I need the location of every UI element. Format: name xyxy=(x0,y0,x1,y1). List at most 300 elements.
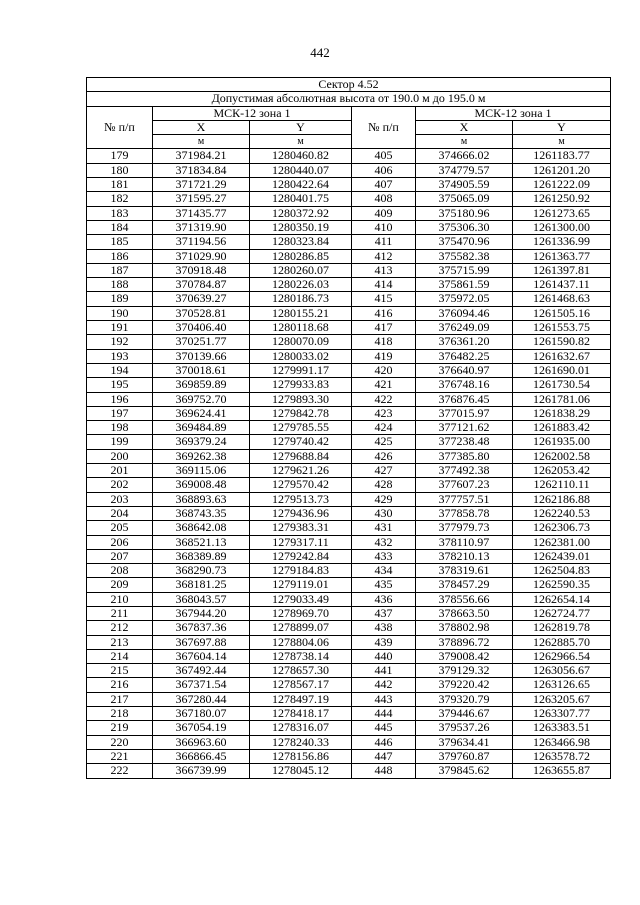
cell-y-left: 1280350.19 xyxy=(250,220,352,234)
cell-num-right: 438 xyxy=(352,621,416,635)
cell-num-right: 443 xyxy=(352,692,416,706)
cell-num-right: 425 xyxy=(352,435,416,449)
cell-x-right: 379446.67 xyxy=(416,707,513,721)
table-row xyxy=(87,578,611,592)
cell-num-left: 181 xyxy=(87,178,153,192)
unit-x-left: м xyxy=(153,135,250,149)
cell-y-left: 1279242.84 xyxy=(250,549,352,563)
table-body xyxy=(87,149,611,778)
cell-num-left: 220 xyxy=(87,735,153,749)
cell-y-left: 1278657.30 xyxy=(250,664,352,678)
cell-num-left: 180 xyxy=(87,163,153,177)
cell-y-right: 1263578.72 xyxy=(513,749,611,763)
cell-x-left: 369859.89 xyxy=(153,378,250,392)
cell-x-right: 376482.25 xyxy=(416,349,513,363)
cell-num-right: 428 xyxy=(352,478,416,492)
cell-x-left: 371984.21 xyxy=(153,149,250,163)
cell-y-right: 1261300.00 xyxy=(513,220,611,234)
cell-num-left: 185 xyxy=(87,235,153,249)
table-row xyxy=(87,306,611,320)
cell-y-right: 1261730.54 xyxy=(513,378,611,392)
cell-num-right: 423 xyxy=(352,406,416,420)
cell-num-right: 414 xyxy=(352,278,416,292)
cell-num-right: 424 xyxy=(352,421,416,435)
cell-y-left: 1278497.19 xyxy=(250,692,352,706)
cell-x-right: 377238.48 xyxy=(416,435,513,449)
cell-num-right: 441 xyxy=(352,664,416,678)
cell-y-left: 1280155.21 xyxy=(250,306,352,320)
cell-y-right: 1261505.16 xyxy=(513,306,611,320)
table-row xyxy=(87,492,611,506)
table-row xyxy=(87,592,611,606)
cell-num-right: 445 xyxy=(352,721,416,735)
cell-y-left: 1278156.86 xyxy=(250,749,352,763)
cell-num-left: 222 xyxy=(87,764,153,778)
table-row xyxy=(87,421,611,435)
cell-x-right: 376640.97 xyxy=(416,363,513,377)
cell-num-left: 186 xyxy=(87,249,153,263)
cell-x-right: 379220.42 xyxy=(416,678,513,692)
table-row xyxy=(87,449,611,463)
cell-x-left: 368893.63 xyxy=(153,492,250,506)
cell-y-left: 1279317.11 xyxy=(250,535,352,549)
cell-x-left: 367697.88 xyxy=(153,635,250,649)
cell-num-right: 406 xyxy=(352,163,416,177)
cell-x-left: 368043.57 xyxy=(153,592,250,606)
cell-num-left: 198 xyxy=(87,421,153,435)
table-row xyxy=(87,363,611,377)
table-row xyxy=(87,764,611,778)
cell-y-left: 1279933.83 xyxy=(250,378,352,392)
table-row xyxy=(87,678,611,692)
cell-num-left: 214 xyxy=(87,649,153,663)
cell-y-right: 1262002.58 xyxy=(513,449,611,463)
cell-y-left: 1278804.06 xyxy=(250,635,352,649)
table-row xyxy=(87,621,611,635)
cell-num-left: 190 xyxy=(87,306,153,320)
cell-y-right: 1263307.77 xyxy=(513,707,611,721)
cell-x-left: 368743.35 xyxy=(153,506,250,520)
cell-num-right: 426 xyxy=(352,449,416,463)
cell-x-right: 379634.41 xyxy=(416,735,513,749)
cell-num-right: 412 xyxy=(352,249,416,263)
x-header-right: X xyxy=(416,120,513,134)
cell-num-left: 197 xyxy=(87,406,153,420)
cell-num-left: 193 xyxy=(87,349,153,363)
cell-x-left: 366739.99 xyxy=(153,764,250,778)
cell-y-right: 1263126.65 xyxy=(513,678,611,692)
cell-x-right: 377607.23 xyxy=(416,478,513,492)
cell-y-right: 1263056.67 xyxy=(513,664,611,678)
cell-num-right: 413 xyxy=(352,263,416,277)
cell-x-left: 367837.36 xyxy=(153,621,250,635)
table-row xyxy=(87,292,611,306)
cell-y-left: 1280401.75 xyxy=(250,192,352,206)
table-row xyxy=(87,192,611,206)
cell-x-left: 369379.24 xyxy=(153,435,250,449)
cell-num-left: 215 xyxy=(87,664,153,678)
table-row xyxy=(87,749,611,763)
cell-y-right: 1261883.42 xyxy=(513,421,611,435)
cell-y-left: 1279893.30 xyxy=(250,392,352,406)
cell-x-left: 367604.14 xyxy=(153,649,250,663)
cell-num-left: 194 xyxy=(87,363,153,377)
cell-x-left: 370528.81 xyxy=(153,306,250,320)
cell-y-right: 1261468.63 xyxy=(513,292,611,306)
cell-num-right: 436 xyxy=(352,592,416,606)
cell-x-right: 377492.38 xyxy=(416,464,513,478)
cell-x-right: 379320.79 xyxy=(416,692,513,706)
table-row xyxy=(87,206,611,220)
table-row xyxy=(87,506,611,520)
cell-y-left: 1278418.17 xyxy=(250,707,352,721)
cell-x-right: 375065.09 xyxy=(416,192,513,206)
cell-num-right: 420 xyxy=(352,363,416,377)
cell-x-left: 367944.20 xyxy=(153,606,250,620)
cell-y-right: 1262381.00 xyxy=(513,535,611,549)
cell-y-right: 1261222.09 xyxy=(513,178,611,192)
cell-num-left: 200 xyxy=(87,449,153,463)
table-row xyxy=(87,478,611,492)
cell-y-right: 1262966.54 xyxy=(513,649,611,663)
page-number: 442 xyxy=(310,45,330,60)
cell-y-right: 1261553.75 xyxy=(513,321,611,335)
cell-num-left: 209 xyxy=(87,578,153,592)
cell-num-left: 189 xyxy=(87,292,153,306)
cell-y-right: 1261201.20 xyxy=(513,163,611,177)
cell-y-left: 1279184.83 xyxy=(250,564,352,578)
cell-num-left: 196 xyxy=(87,392,153,406)
cell-y-left: 1279119.01 xyxy=(250,578,352,592)
x-header-left: X xyxy=(153,120,250,134)
cell-num-left: 203 xyxy=(87,492,153,506)
cell-x-right: 375470.96 xyxy=(416,235,513,249)
cell-num-right: 411 xyxy=(352,235,416,249)
cell-num-right: 418 xyxy=(352,335,416,349)
cell-num-left: 183 xyxy=(87,206,153,220)
table-row xyxy=(87,220,611,234)
cell-num-right: 442 xyxy=(352,678,416,692)
cell-y-right: 1262504.83 xyxy=(513,564,611,578)
cell-y-left: 1280260.07 xyxy=(250,263,352,277)
cell-y-right: 1262240.53 xyxy=(513,506,611,520)
cell-num-right: 431 xyxy=(352,521,416,535)
cell-x-right: 374666.02 xyxy=(416,149,513,163)
cell-y-left: 1280440.07 xyxy=(250,163,352,177)
cell-y-right: 1262110.11 xyxy=(513,478,611,492)
cell-num-right: 435 xyxy=(352,578,416,592)
table-row xyxy=(87,349,611,363)
cell-y-left: 1280033.02 xyxy=(250,349,352,363)
cell-x-right: 375972.05 xyxy=(416,292,513,306)
cell-y-right: 1261363.77 xyxy=(513,249,611,263)
zone-header-left: МСК-12 зона 1 xyxy=(153,106,352,120)
cell-y-left: 1278969.70 xyxy=(250,606,352,620)
cell-x-right: 378210.13 xyxy=(416,549,513,563)
cell-y-left: 1279991.17 xyxy=(250,363,352,377)
cell-y-left: 1279842.78 xyxy=(250,406,352,420)
cell-x-right: 378110.97 xyxy=(416,535,513,549)
cell-num-right: 444 xyxy=(352,707,416,721)
cell-y-right: 1262819.78 xyxy=(513,621,611,635)
cell-y-right: 1261590.82 xyxy=(513,335,611,349)
cell-y-left: 1278316.07 xyxy=(250,721,352,735)
cell-num-right: 409 xyxy=(352,206,416,220)
cell-y-left: 1280286.85 xyxy=(250,249,352,263)
cell-x-right: 376876.45 xyxy=(416,392,513,406)
cell-y-right: 1261935.00 xyxy=(513,435,611,449)
cell-num-right: 407 xyxy=(352,178,416,192)
cell-num-left: 211 xyxy=(87,606,153,620)
table-row xyxy=(87,435,611,449)
cell-x-left: 371595.27 xyxy=(153,192,250,206)
cell-y-right: 1261397.81 xyxy=(513,263,611,277)
table-row xyxy=(87,163,611,177)
cell-x-right: 374779.57 xyxy=(416,163,513,177)
table-row xyxy=(87,649,611,663)
cell-num-right: 421 xyxy=(352,378,416,392)
cell-y-right: 1262439.01 xyxy=(513,549,611,563)
cell-x-left: 369752.70 xyxy=(153,392,250,406)
cell-y-right: 1263655.87 xyxy=(513,764,611,778)
table-row xyxy=(87,321,611,335)
cell-y-left: 1280372.92 xyxy=(250,206,352,220)
table-row xyxy=(87,549,611,563)
cell-x-left: 369262.38 xyxy=(153,449,250,463)
cell-x-right: 377757.51 xyxy=(416,492,513,506)
cell-x-left: 368181.25 xyxy=(153,578,250,592)
cell-x-left: 371029.90 xyxy=(153,249,250,263)
table-row xyxy=(87,335,611,349)
cell-x-left: 370639.27 xyxy=(153,292,250,306)
cell-num-right: 417 xyxy=(352,321,416,335)
cell-y-right: 1261781.06 xyxy=(513,392,611,406)
cell-y-right: 1261250.92 xyxy=(513,192,611,206)
cell-y-right: 1262053.42 xyxy=(513,464,611,478)
cell-y-right: 1262306.73 xyxy=(513,521,611,535)
cell-x-right: 375306.30 xyxy=(416,220,513,234)
cell-x-right: 376249.09 xyxy=(416,321,513,335)
cell-num-right: 415 xyxy=(352,292,416,306)
cell-num-right: 408 xyxy=(352,192,416,206)
table-row xyxy=(87,721,611,735)
cell-y-left: 1280118.68 xyxy=(250,321,352,335)
unit-y-left: м xyxy=(250,135,352,149)
cell-x-right: 375582.38 xyxy=(416,249,513,263)
cell-num-left: 202 xyxy=(87,478,153,492)
table-row xyxy=(87,664,611,678)
cell-num-right: 440 xyxy=(352,649,416,663)
cell-num-right: 419 xyxy=(352,349,416,363)
cell-x-left: 369624.41 xyxy=(153,406,250,420)
cell-num-right: 429 xyxy=(352,492,416,506)
table-row xyxy=(87,535,611,549)
cell-num-right: 416 xyxy=(352,306,416,320)
unit-x-right: м xyxy=(416,135,513,149)
cell-num-left: 207 xyxy=(87,549,153,563)
cell-y-right: 1261632.67 xyxy=(513,349,611,363)
table-row xyxy=(87,692,611,706)
cell-y-right: 1261690.01 xyxy=(513,363,611,377)
table-row xyxy=(87,149,611,163)
cell-y-right: 1261838.29 xyxy=(513,406,611,420)
cell-num-left: 221 xyxy=(87,749,153,763)
cell-y-right: 1261336.99 xyxy=(513,235,611,249)
cell-y-right: 1262724.77 xyxy=(513,606,611,620)
cell-x-left: 371319.90 xyxy=(153,220,250,234)
cell-y-left: 1279785.55 xyxy=(250,421,352,435)
cell-x-right: 379845.62 xyxy=(416,764,513,778)
cell-y-right: 1262654.14 xyxy=(513,592,611,606)
cell-x-left: 368642.08 xyxy=(153,521,250,535)
cell-num-right: 410 xyxy=(352,220,416,234)
cell-y-left: 1278899.07 xyxy=(250,621,352,635)
cell-num-left: 212 xyxy=(87,621,153,635)
cell-y-left: 1279383.31 xyxy=(250,521,352,535)
cell-num-right: 437 xyxy=(352,606,416,620)
cell-y-right: 1263466.98 xyxy=(513,735,611,749)
cell-num-right: 427 xyxy=(352,464,416,478)
cell-num-left: 206 xyxy=(87,535,153,549)
cell-y-left: 1279513.73 xyxy=(250,492,352,506)
cell-x-right: 378896.72 xyxy=(416,635,513,649)
cell-x-right: 378457.29 xyxy=(416,578,513,592)
cell-num-left: 210 xyxy=(87,592,153,606)
y-header-right: Y xyxy=(513,120,611,134)
cell-num-left: 219 xyxy=(87,721,153,735)
cell-num-right: 439 xyxy=(352,635,416,649)
cell-y-left: 1280070.09 xyxy=(250,335,352,349)
cell-x-right: 379760.87 xyxy=(416,749,513,763)
cell-y-left: 1280323.84 xyxy=(250,235,352,249)
cell-x-right: 378556.66 xyxy=(416,592,513,606)
table-row xyxy=(87,735,611,749)
cell-x-right: 375715.99 xyxy=(416,263,513,277)
cell-num-right: 434 xyxy=(352,564,416,578)
cell-num-right: 447 xyxy=(352,749,416,763)
cell-x-right: 379008.42 xyxy=(416,649,513,663)
cell-y-left: 1278567.17 xyxy=(250,678,352,692)
cell-x-right: 376748.16 xyxy=(416,378,513,392)
cell-num-right: 433 xyxy=(352,549,416,563)
cell-x-right: 375180.96 xyxy=(416,206,513,220)
cell-x-right: 379129.32 xyxy=(416,664,513,678)
cell-num-right: 430 xyxy=(352,506,416,520)
unit-y-right: м xyxy=(513,135,611,149)
cell-x-right: 376094.46 xyxy=(416,306,513,320)
num-header-right: № п/п xyxy=(352,106,416,149)
cell-x-left: 367371.54 xyxy=(153,678,250,692)
zone-header-right: МСК-12 зона 1 xyxy=(416,106,611,120)
cell-y-left: 1279621.26 xyxy=(250,464,352,478)
cell-x-left: 371435.77 xyxy=(153,206,250,220)
table-row xyxy=(87,464,611,478)
cell-x-right: 376361.20 xyxy=(416,335,513,349)
table-row xyxy=(87,249,611,263)
cell-y-left: 1280226.03 xyxy=(250,278,352,292)
cell-num-left: 195 xyxy=(87,378,153,392)
cell-num-right: 446 xyxy=(352,735,416,749)
cell-num-right: 432 xyxy=(352,535,416,549)
cell-x-left: 367180.07 xyxy=(153,707,250,721)
cell-x-left: 370918.48 xyxy=(153,263,250,277)
cell-x-left: 371194.56 xyxy=(153,235,250,249)
table-row xyxy=(87,263,611,277)
cell-x-left: 370251.77 xyxy=(153,335,250,349)
cell-x-left: 368521.13 xyxy=(153,535,250,549)
cell-x-right: 379537.26 xyxy=(416,721,513,735)
cell-x-left: 370018.61 xyxy=(153,363,250,377)
table-row xyxy=(87,564,611,578)
y-header-left: Y xyxy=(250,120,352,134)
cell-x-right: 377979.73 xyxy=(416,521,513,535)
cell-x-left: 371834.84 xyxy=(153,163,250,177)
cell-num-left: 184 xyxy=(87,220,153,234)
cell-num-left: 182 xyxy=(87,192,153,206)
cell-x-right: 378319.61 xyxy=(416,564,513,578)
cell-y-left: 1279033.49 xyxy=(250,592,352,606)
cell-y-right: 1262186.88 xyxy=(513,492,611,506)
cell-x-right: 377015.97 xyxy=(416,406,513,420)
cell-y-right: 1261183.77 xyxy=(513,149,611,163)
cell-num-right: 422 xyxy=(352,392,416,406)
cell-y-left: 1279570.42 xyxy=(250,478,352,492)
table-row xyxy=(87,406,611,420)
cell-y-left: 1279740.42 xyxy=(250,435,352,449)
cell-x-left: 367492.44 xyxy=(153,664,250,678)
cell-num-left: 213 xyxy=(87,635,153,649)
cell-num-left: 199 xyxy=(87,435,153,449)
cell-y-right: 1261273.65 xyxy=(513,206,611,220)
cell-x-left: 370406.40 xyxy=(153,321,250,335)
cell-x-left: 369115.06 xyxy=(153,464,250,478)
cell-x-left: 368290.73 xyxy=(153,564,250,578)
cell-y-left: 1279688.84 xyxy=(250,449,352,463)
cell-x-right: 378663.50 xyxy=(416,606,513,620)
cell-y-left: 1278738.14 xyxy=(250,649,352,663)
cell-num-left: 218 xyxy=(87,707,153,721)
cell-num-left: 201 xyxy=(87,464,153,478)
cell-x-left: 369484.89 xyxy=(153,421,250,435)
table-row xyxy=(87,392,611,406)
cell-x-left: 366866.45 xyxy=(153,749,250,763)
sector-title: Сектор 4.52 xyxy=(87,78,611,92)
cell-y-right: 1263205.67 xyxy=(513,692,611,706)
cell-x-left: 368389.89 xyxy=(153,549,250,563)
cell-num-left: 204 xyxy=(87,506,153,520)
height-range: Допустимая абсолютная высота от 190.0 м до 195.0 м xyxy=(87,92,611,106)
cell-x-right: 378802.98 xyxy=(416,621,513,635)
cell-x-left: 369008.48 xyxy=(153,478,250,492)
cell-x-right: 377121.62 xyxy=(416,421,513,435)
cell-num-left: 216 xyxy=(87,678,153,692)
table-row xyxy=(87,378,611,392)
cell-y-right: 1263383.51 xyxy=(513,721,611,735)
cell-num-left: 192 xyxy=(87,335,153,349)
cell-x-left: 370784.87 xyxy=(153,278,250,292)
cell-x-left: 366963.60 xyxy=(153,735,250,749)
table-row xyxy=(87,606,611,620)
table-row xyxy=(87,707,611,721)
cell-x-left: 367280.44 xyxy=(153,692,250,706)
cell-y-left: 1278045.12 xyxy=(250,764,352,778)
cell-y-right: 1262590.35 xyxy=(513,578,611,592)
cell-y-right: 1261437.11 xyxy=(513,278,611,292)
cell-x-left: 370139.66 xyxy=(153,349,250,363)
cell-num-left: 191 xyxy=(87,321,153,335)
cell-x-left: 371721.29 xyxy=(153,178,250,192)
cell-y-left: 1278240.33 xyxy=(250,735,352,749)
